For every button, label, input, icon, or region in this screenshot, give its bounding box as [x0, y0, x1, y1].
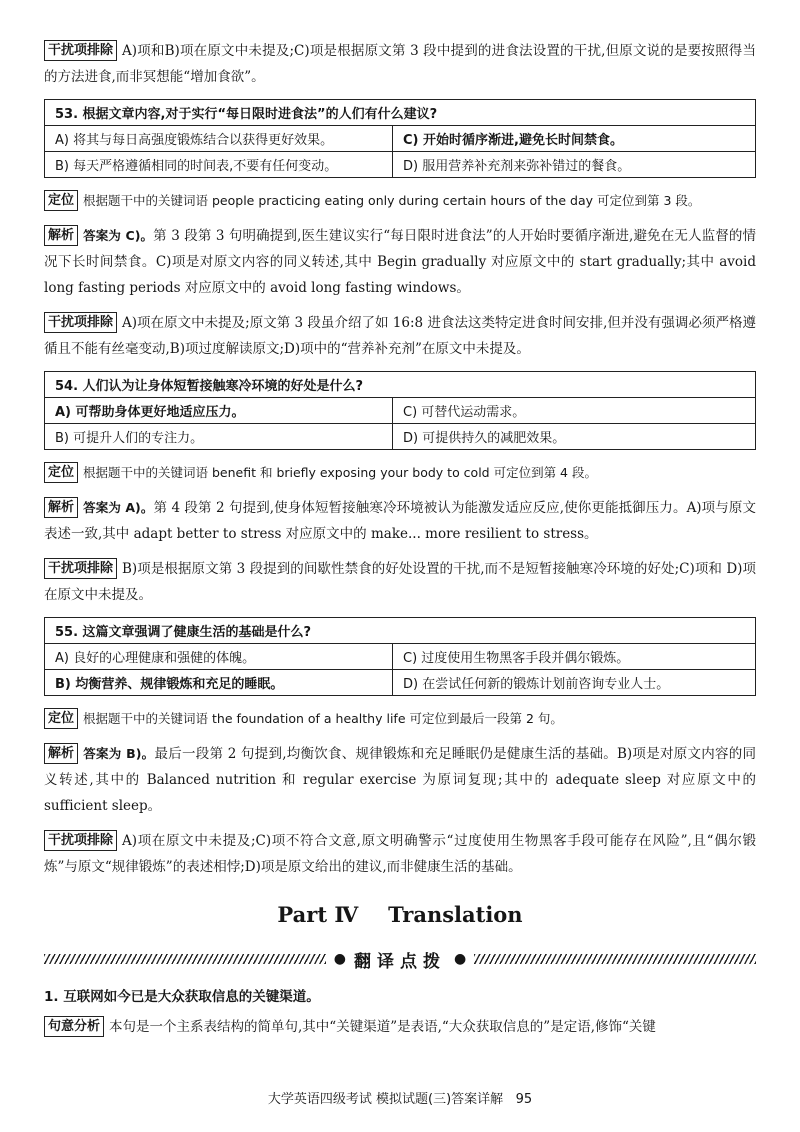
locate-text: 根据题干中的关键词语 benefit 和 briefly exposing your body to cold 可定位到第 4 段。: [83, 465, 597, 480]
option-c: C) 可替代运动需求。: [393, 398, 756, 424]
footer-title: 大学英语四级考试 模拟试题(三)答案详解: [267, 1092, 504, 1107]
option-a: A) 将其与每日高强度锻炼结合以获得更好效果。: [45, 126, 393, 152]
analysis-label: 解析: [44, 225, 78, 246]
part-title: Translation: [388, 902, 523, 927]
answer-text: 答案为 B)。: [83, 746, 155, 761]
q55-locate: [44, 706, 756, 732]
question-55-table: [44, 617, 756, 696]
analysis-text: 第 4 段第 2 句提到,使身体短暂接触寒冷环境被认为能激发适应反应,使你更能抵御压力。A)项与原文表述一致,其中 adapt better to stress 对应原文中的 make... more resilient to stress。: [44, 500, 756, 542]
option-c: C) 过度使用生物黑客手段并偶尔锻炼。: [393, 644, 756, 670]
banner-title: 翻译点拨: [354, 951, 446, 972]
distractor-label: 干扰项排除: [44, 312, 117, 333]
locate-label: 定位: [44, 190, 78, 211]
distractor-text: B)项是根据原文第 3 段提到的间歇性禁食的好处设置的干扰,而不是短暂接触寒冷环境的好处;C)项和 D)项在原文中未提及。: [44, 561, 756, 603]
question-55-stem: 55. 这篇文章强调了健康生活的基础是什么?: [45, 618, 756, 644]
option-d: D) 在尝试任何新的锻炼计划前咨询专业人士。: [393, 670, 756, 696]
q55-distractor: [44, 828, 756, 880]
q53-locate: [44, 188, 756, 214]
locate-text: 根据题干中的关键词语 the foundation of a healthy life 可定位到最后一段第 2 句。: [83, 711, 563, 726]
question-54-stem: 54. 人们认为让身体短暂接触寒冷环境的好处是什么?: [45, 372, 756, 398]
analysis-text: 第 3 段第 3 句明确提到,医生建议实行“每日限时进食法”的人开始时要循序渐进,避免在无人监督的情况下长时间禁食。C)项是对原文内容的同义转述,其中 Begin gradually 对应原文中的 start gradually;其中 avoid long fasting periods 对应原文中的 avoid long fasting windows。: [44, 228, 756, 296]
distractor-label: 干扰项排除: [44, 830, 117, 851]
page-footer: [0, 1088, 800, 1107]
page-number: 95: [515, 1092, 533, 1107]
section-banner: [44, 944, 756, 974]
q55-analysis: [44, 741, 756, 819]
distractor-text: A)项在原文中未提及;C)项不符合文意,原文明确警示“过度使用生物黑客手段可能存在风险”,且“偶尔锻炼”与原文“规律锻炼”的表述相悖;D)项是原文给出的建议,而非健康生活的基础。: [44, 833, 756, 875]
bullet-dot-icon: ●: [454, 951, 467, 967]
sentence-analysis-label: 句意分析: [44, 1016, 104, 1037]
option-b: B) 均衡营养、规律锻炼和充足的睡眠。: [45, 670, 393, 696]
distractor-label: 干扰项排除: [44, 40, 117, 61]
answer-text: 答案为 A)。: [83, 500, 154, 515]
q53-analysis: [44, 223, 756, 301]
question-53-table: [44, 99, 756, 178]
part-number: Part Ⅳ: [277, 902, 359, 927]
option-b: B) 可提升人们的专注力。: [45, 424, 393, 450]
q54-locate: [44, 460, 756, 486]
question-53-stem: 53. 根据文章内容,对于实行“每日限时进食法”的人们有什么建议?: [45, 100, 756, 126]
option-c: C) 开始时循序渐进,避免长时间禁食。: [393, 126, 756, 152]
option-b: B) 每天严格遵循相同的时间表,不要有任何变动。: [45, 152, 393, 178]
analysis-label: 解析: [44, 497, 78, 518]
option-d: D) 可提供持久的减肥效果。: [393, 424, 756, 450]
question-54-table: [44, 371, 756, 450]
part-heading: [44, 898, 756, 932]
bullet-dot-icon: ●: [333, 951, 346, 967]
q53-distractor: [44, 310, 756, 362]
distractor-text: A)项在原文中未提及;原文第 3 段虽介绍了如 16:8 进食法这类特定进食时间安排,但并没有强调必须严格遵循且不能有丝毫变动,B)项过度解读原文;D)项中的“营养补充剂”在原文中未提及。: [44, 315, 756, 357]
distractor-text: A)项和B)项在原文中未提及;C)项是根据原文第 3 段中提到的进食法设置的干扰,但原文说的是要按照得当的方法进食,而非冥想能“增加食欲”。: [44, 43, 756, 85]
analysis-text: 最后一段第 2 句提到,均衡饮食、规律锻炼和充足睡眠仍是健康生活的基础。B)项是对原文内容的同义转述,其中的 Balanced nutrition 和 regular exercise 为原词复现;其中的 adequate sleep 对应原文中的 sufficient sleep。: [44, 746, 757, 814]
q54-distractor: [44, 556, 756, 608]
sentence-analysis-text: 本句是一个主系表结构的简单句,其中“关键渠道”是表语,“大众获取信息的”是定语,修饰“关键: [109, 1019, 656, 1035]
hatch-divider-left: [44, 954, 326, 964]
option-a: A) 可帮助身体更好地适应压力。: [45, 398, 393, 424]
distractor-label: 干扰项排除: [44, 558, 117, 579]
translation-sentence: 1. 互联网如今已是大众获取信息的关键渠道。: [44, 989, 320, 1005]
option-a: A) 良好的心理健康和强健的体魄。: [45, 644, 393, 670]
analysis-label: 解析: [44, 743, 78, 764]
translation-analysis: [44, 1014, 756, 1040]
locate-label: 定位: [44, 462, 78, 483]
hatch-divider-right: [474, 954, 756, 964]
locate-text: 根据题干中的关键词语 people practicing eating only during certain hours of the day 可定位到第 3 段。: [83, 193, 701, 208]
option-d: D) 服用营养补充剂来弥补错过的餐食。: [393, 152, 756, 178]
answer-text: 答案为 C)。: [83, 228, 154, 243]
intro-distractor: [44, 38, 756, 90]
page-content: [44, 38, 756, 1040]
locate-label: 定位: [44, 708, 78, 729]
q54-analysis: [44, 495, 756, 547]
